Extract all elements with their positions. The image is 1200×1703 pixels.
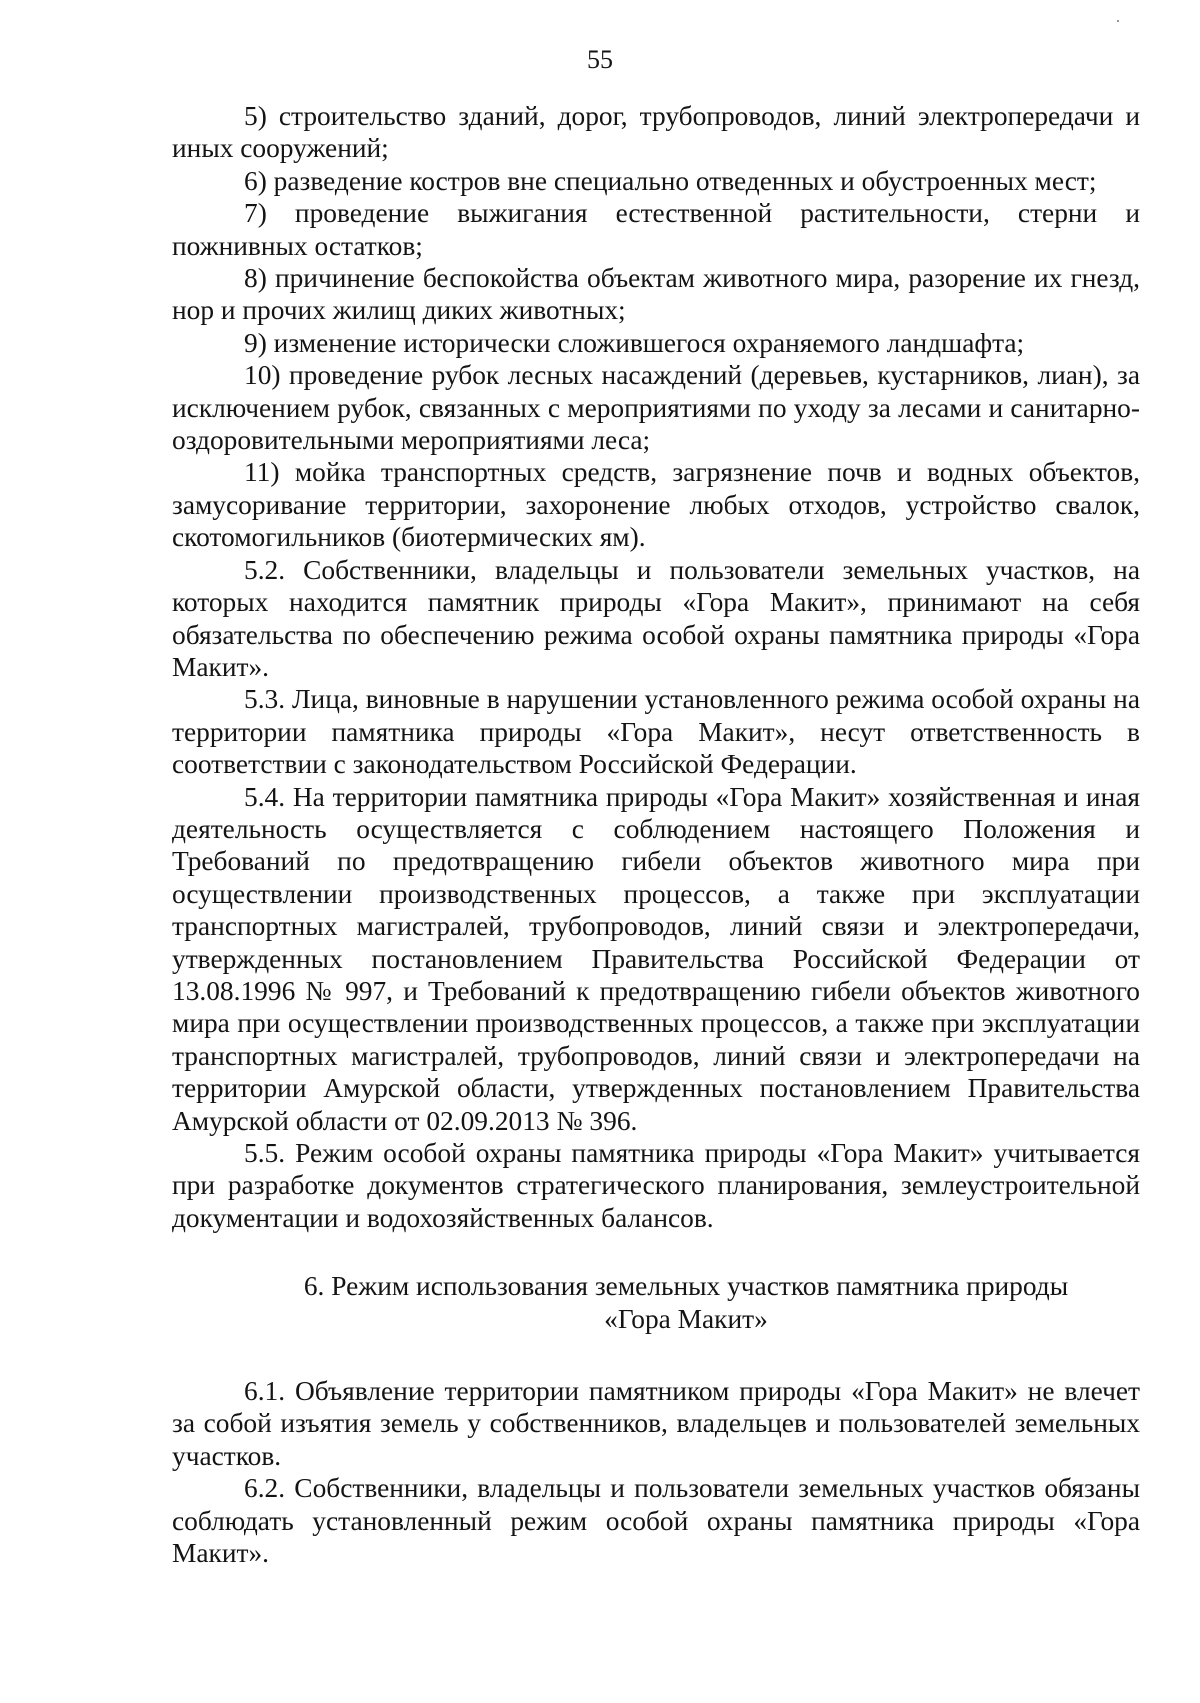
clause-6-1: 6.1. Объявление территории памятником природы «Гора Макит» не влечет за собой изъятия земель у собственников, владельцев и пользователей земельных участков. <box>172 1376 1140 1471</box>
list-item-7: 7) проведение выжигания естественной растительности, стерни и пожнивных остатков; <box>172 198 1140 261</box>
document-body <box>172 100 1140 1569</box>
clause-5-2: 5.2. Собственники, владельцы и пользователи земельных участков, на которых находится памятник природы «Гора Макит», принимают на себя обязательства по обеспечению режима особой охраны памятника природы «Гора Макит». <box>172 554 1140 682</box>
scan-artifact-dot <box>1117 20 1119 22</box>
clause-5-5: 5.5. Режим особой охраны памятника природы «Гора Макит» учитывается при разработке документов стратегического планирования, землеустроительной документации и водохозяйственных балансов. <box>172 1138 1140 1233</box>
list-item-6: 6) разведение костров вне специально отведенных и обустроенных мест; <box>244 165 1097 196</box>
clause-6-2: 6.2. Собственники, владельцы и пользователи земельных участков обязаны соблюдать установленный режим особой охраны памятника природы «Гора Макит». <box>172 1473 1140 1569</box>
section-6-heading <box>172 1270 1140 1335</box>
list-item-9: 9) изменение исторически сложившегося охраняемого ландшафта; <box>244 327 1025 358</box>
list-item-10: 10) проведение рубок лесных насаждений (деревьев, кустарников, лиан), за исключением рубок, связанных с мероприятиями по уходу за лесами и санитарно-оздоровительными мероприятиями леса; <box>172 360 1140 456</box>
clause-5-3: 5.3. Лица, виновные в нарушении установленного режима особой охраны на территории памятника природы «Гора Макит», несут ответственность в соответствии с законодательством Российской Федерации. <box>172 684 1140 780</box>
list-item-5: 5) строительство зданий, дорог, трубопроводов, линий электропередачи и иных сооружений; <box>172 101 1140 164</box>
list-item-11: 11) мойка транспортных средств, загрязнение почв и водных объектов, замусоривание территории, захоронение любых отходов, устройство свалок, скотомогильников (биотермических ям). <box>172 457 1140 553</box>
list-item-8: 8) причинение беспокойства объектам животного мира, разорение их гнезд, нор и прочих жилищ диких животных; <box>172 263 1140 326</box>
page-number: 55 <box>587 45 613 74</box>
section-heading-line-2: «Гора Макит» <box>604 1303 768 1334</box>
section-heading-line-1: 6. Режим использования земельных участков памятника природы <box>303 1271 1069 1302</box>
clause-5-4: 5.4. На территории памятника природы «Гора Макит» хозяйственная и иная деятельность осуществляется с соблюдением настоящего Положения и Требований по предотвращению гибели объектов животного мира при осуществлении производственных процессов, а также при эксплуатации транспортных магистралей, трубопроводов, линий связи и электропередачи, утвержденных постановлением Правительства Российской Федерации от 13.08.1996 № 997, и Требований к предотвращению гибели объектов животного мира при осуществлении производственных процессов, а также при эксплуатации транспортных магистралей, трубопроводов, линий связи и электропередачи на территории Амурской области, утвержденных постановлением Правительства Амурской области от 02.09.2013 № 396. <box>172 781 1140 1136</box>
